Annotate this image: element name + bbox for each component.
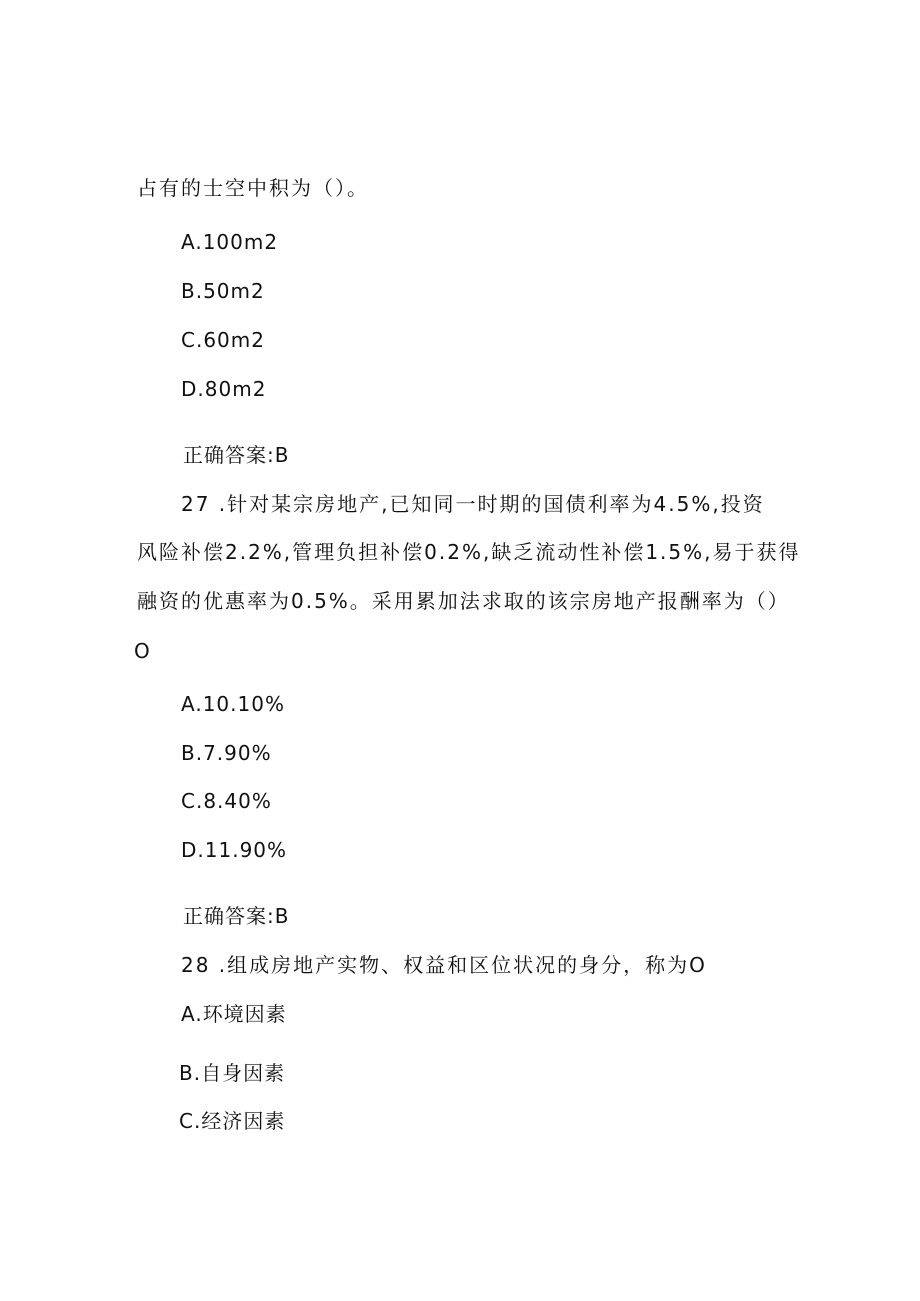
question-27-stem-line-1: 27 .针对某宗房地产,已知同一时期的国债利率为4.5%,投资 xyxy=(181,492,765,516)
question-28-stem: 28 .组成房地产实物、权益和区位状况的身分，称为O xyxy=(181,953,707,977)
question-27-answer: 正确答案:B xyxy=(183,904,290,928)
question-27-option-c: C.8.40% xyxy=(181,789,272,813)
question-26-answer: 正确答案:B xyxy=(183,443,290,467)
question-27-stem-line-2: 风险补偿2.2%,管理负担补偿0.2%,缺乏流动性补偿1.5%,易于获得 xyxy=(137,540,801,564)
question-27-option-a: A.10.10% xyxy=(181,692,285,716)
question-26-option-b: B.50m2 xyxy=(181,279,265,303)
question-27-option-d: D.11.90% xyxy=(181,838,288,862)
question-26-option-d: D.80m2 xyxy=(181,377,267,401)
question-28-option-b: B.自身因素 xyxy=(179,1061,286,1085)
question-27-stem-line-4: O xyxy=(134,639,151,663)
question-27-option-b: B.7.90% xyxy=(181,741,272,765)
question-26-option-a: A.100m2 xyxy=(181,230,279,254)
question-27-stem-line-3: 融资的优惠率为0.5%。采用累加法求取的该宗房地产报酬率为（） xyxy=(137,589,790,613)
question-28-option-c: C.经济因素 xyxy=(179,1109,286,1133)
question-26-stem: 占有的士空中积为（）。 xyxy=(137,176,369,200)
question-26-option-c: C.60m2 xyxy=(181,328,265,352)
question-28-option-a: A.环境因素 xyxy=(181,1002,287,1026)
